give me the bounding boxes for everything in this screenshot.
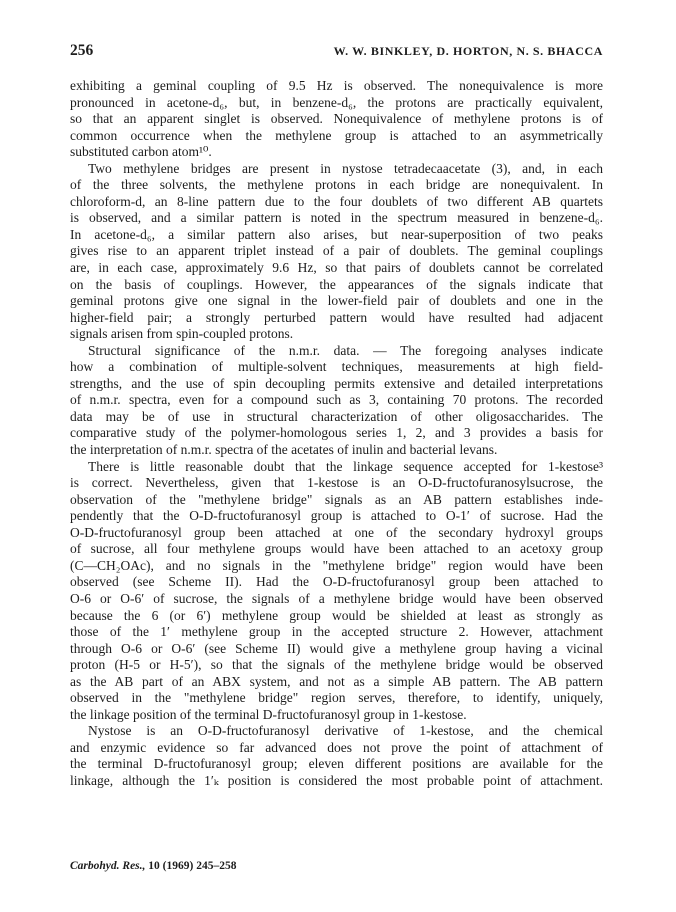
text-line: is observed, and a similar pattern is noted in the spectrum measured in benzene-d₆. <box>70 210 603 226</box>
text-line: through O-6 or O-6′ (see Scheme II) would give a methylene group having a vicinal <box>70 640 603 656</box>
text-line: Nystose is an O-D-fructofuranosyl derivative of 1-kestose, and the chemical <box>88 723 603 739</box>
text-line: data may be of use in structural characterization of other oligosaccharides. The <box>70 408 603 424</box>
text-line: O-D-fructofuranosyl group been attached at one of the secondary hydroxyl groups <box>70 524 603 540</box>
text-line: observed in the "methylene bridge" region serves, therefore, to identify, uniquely, <box>70 690 603 706</box>
text-line: because the 6 (or 6′) methylene group would be shielded at least as strongly as <box>70 607 603 623</box>
text-line: of sucrose, all four methylene groups would have been attached to an acetoxy group <box>70 541 603 557</box>
text-line: In acetone-d₆, a similar pattern also arises, but near-superposition of two peaks <box>70 226 603 242</box>
journal-name: Carbohyd. Res., <box>70 860 146 872</box>
text-line: of the three solvents, the methylene protons in each bridge are nonequivalent. In <box>70 177 603 193</box>
text-line: pendently that the O-D-fructofuranosyl group is attached to O-1′ of sucrose. Had the <box>70 508 603 524</box>
text-line: O-6 or O-6′ of sucrose, the signals of a methylene bridge would have been observed <box>70 590 603 606</box>
text-line: on the basis of couplings. However, the appearances of the signals indicate that <box>70 276 603 292</box>
text-line: and enzymic evidence so far advanced does not prove the point of attachment of <box>70 739 603 755</box>
text-line: observation of the "methylene bridge" signals as an AB pattern establishes inde- <box>70 491 603 507</box>
text-line: common occurrence when the methylene group is attached to an asymmetrically <box>70 127 603 143</box>
text-line: Two methylene bridges are present in nystose tetradecaacetate (3), and, in each <box>88 160 603 176</box>
text-line: of n.m.r. spectra, even for a compound such as 3, containing 70 protons. The recorded <box>70 392 603 408</box>
text-line: observed (see Scheme II). Had the O-D-fructofuranosyl group been attached to <box>70 574 603 590</box>
body-text <box>70 78 603 790</box>
text-line: so that an apparent singlet is observed. Nonequivalence of methylene protons is of <box>70 111 603 127</box>
text-line: is correct. Nevertheless, given that 1-kestose is an O-D-fructofuranosylsucrose, the <box>70 475 603 491</box>
text-line: are, in each case, approximately 9.6 Hz, so that pairs of doublets cannot be correlated <box>70 260 603 276</box>
text-line: the interpretation of n.m.r. spectra of the acetates of inulin and bacterial levans. <box>70 442 498 458</box>
text-line: Structural significance of the n.m.r. data. — The foregoing analyses indicate <box>88 342 603 358</box>
text-line: the linkage position of the terminal D-fructofuranosyl group in 1-kestose. <box>70 706 467 722</box>
text-line: There is little reasonable doubt that the linkage sequence accepted for 1-kestose³ <box>88 458 603 474</box>
text-line: signals arisen from spin-coupled protons. <box>70 326 294 342</box>
page-number: 256 <box>70 42 94 59</box>
running-head-authors: W. W. BINKLEY, D. HORTON, N. S. BHACCA <box>333 44 603 58</box>
text-line: strengths, and the use of spin decoupling permits extensive and detailed interpretations <box>70 375 603 391</box>
text-line: how a combination of multiple-solvent techniques, measurements at high field- <box>70 359 603 375</box>
text-line: linkage, although the 1′ₖ position is considered the most probable point of attachment. <box>70 772 603 788</box>
page-header <box>70 42 603 62</box>
text-line: gives rise to an apparent triplet instead of a pair of doublets. The geminal couplings <box>70 243 603 259</box>
text-line: the terminal D-fructofuranosyl group; eleven different positions are available for the <box>70 756 603 772</box>
text-line: comparative study of the polymer-homologous series 1, 2, and 3 provides a basis for <box>70 425 603 441</box>
text-line: those of the 1′ methylene group in the accepted structure 2. However, attachment <box>70 624 603 640</box>
text-line: chloroform-d, an 8-line pattern due to the four doublets of two different AB quartets <box>70 193 603 209</box>
text-line: exhibiting a geminal coupling of 9.5 Hz is observed. The nonequivalence is more <box>70 78 603 93</box>
text-line: substituted carbon atom¹⁰. <box>70 144 212 160</box>
text-line: higher-field pair; a strongly perturbed pattern would have resulted had adjacent <box>70 309 603 325</box>
volume-year-pages: 10 (1969) 245–258 <box>148 860 237 872</box>
text-line: pronounced in acetone-d₆, but, in benzene-d₆, the protons are practically equivalent, <box>70 94 603 110</box>
text-line: geminal protons give one signal in the lower-field pair of doublets and one in the <box>70 293 603 309</box>
text-line: as the AB part of an ABX system, and not as a simple AB pattern. The AB pattern <box>70 673 603 689</box>
text-line: proton (H-5 or H-5′), so that the signals of the methylene bridge would be observed <box>70 657 603 673</box>
footer-citation <box>70 860 236 872</box>
text-line: (C—CH₂OAc), and no signals in the "methylene bridge" region would have been <box>70 557 603 573</box>
